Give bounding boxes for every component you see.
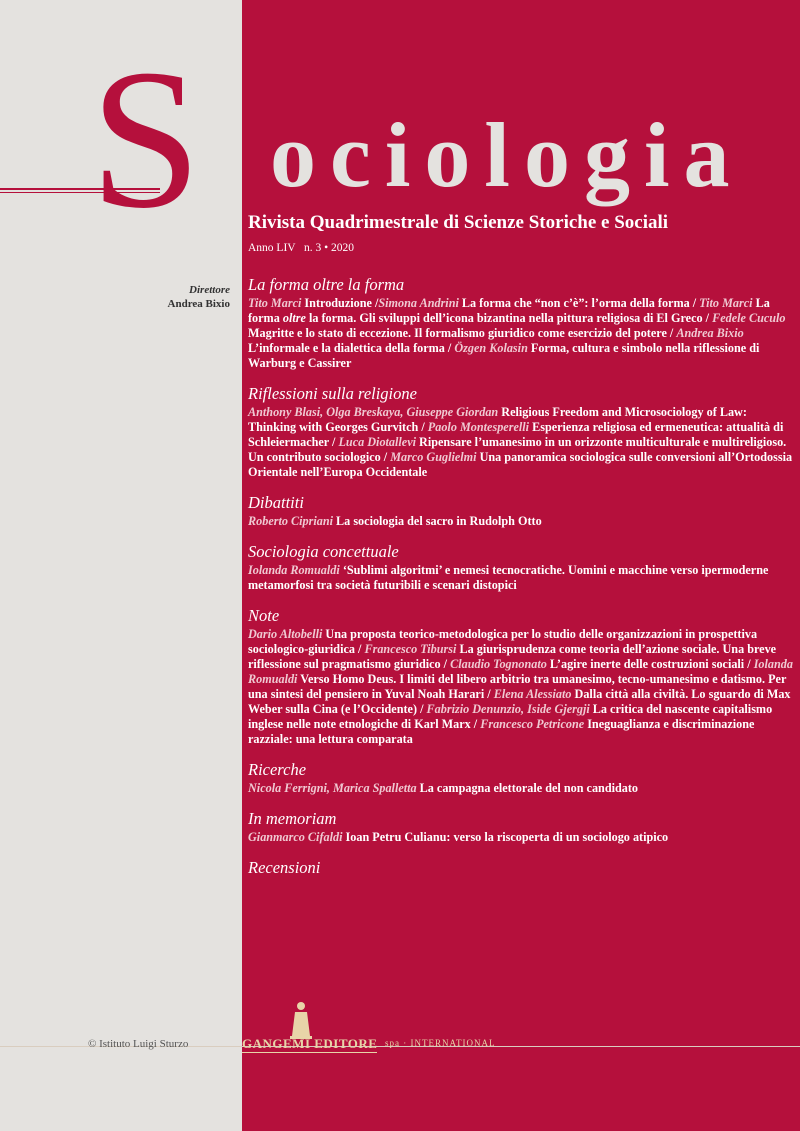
toc-section — [248, 606, 793, 747]
article-author: Francesco Tibursi — [364, 642, 457, 656]
toc-section — [248, 858, 793, 878]
article-author: Roberto Cipriani — [248, 514, 333, 528]
toc-section — [248, 275, 793, 371]
toc-section — [248, 542, 793, 593]
article-author: Dario Altobelli — [248, 627, 323, 641]
issue-info: Anno LIV n. 3 • 2020 — [248, 242, 355, 254]
article-author: Claudio Tognonato — [450, 657, 547, 671]
article-author: Elena Alessiato — [493, 687, 572, 701]
toc-section — [248, 493, 793, 529]
section-articles: Nicola Ferrigni, Marica Spalletta La campagna elettorale del non candidato — [248, 781, 639, 795]
director-role: Direttore — [189, 284, 230, 296]
article-author: Fedele Cuculo — [712, 311, 786, 325]
toc-section — [248, 384, 793, 480]
section-title: Note — [248, 606, 280, 625]
section-title: La forma oltre la forma — [248, 275, 405, 294]
director-block — [130, 283, 230, 311]
article-author: Tito Marci — [699, 296, 753, 310]
article-author: Marco Guglielmi — [390, 450, 477, 464]
section-articles: Dario Altobelli Una proposta teorico-metodologica per lo studio delle organizzazioni in prospettiva sociologico-giuridica / Francesco Tibursi La giurisprudenza come teoria dell’azione sociale. Una breve riflessione sul pragmatismo giuridico / Claudio Tognonato L’agire inerte delle costruzioni sociali / Iolanda Romualdi Verso Homo Deus. I limiti del libero arbitrio tra umanesimo, tecno-umanesimo e datismo. Per una sintesi del pensiero in Yuval Noah Harari / Elena Alessiato Dalla città alla civiltà. Lo sguardo di Max Weber sulla Cina (e l’Occidente) / Fabrizio Denunzio, Iside Gjergji La critica del nascente capitalismo inglese nelle note etnologiche di Karl Marx / Francesco Petricone Ineguaglianza e discriminazione razziale: una lettura comparata — [248, 627, 793, 746]
article-author: Andrea Bixio — [676, 326, 744, 340]
article-author: Fabrizio Denunzio, Iside Gjergji — [426, 702, 590, 716]
article-author: Francesco Petricone — [480, 717, 585, 731]
section-title: Ricerche — [248, 760, 307, 779]
masthead-title: ociologia — [270, 104, 744, 206]
section-articles: Anthony Blasi, Olga Breskaya, Giuseppe Giordan Religious Freedom and Microsociology of Law: Thinking with Georges Gurvitch / Paolo Montesperelli Esperienza religiosa ed ermeneutica: attualità di Schleiermacher / Luca Diotallevi Ripensare l’umanesimo in un orizzonte multiculturale e multireligioso. Un contributo sociologico / Marco Guglielmi Una panoramica sociologica sulle conversioni all’Ortodossia Orientale nell’Europa Occidentale — [248, 405, 793, 479]
article-author: Tito Marci — [248, 296, 302, 310]
article-author: Anthony Blasi, Olga Breskaya, Giuseppe Giordan — [248, 405, 499, 419]
section-title: Dibattiti — [248, 493, 304, 512]
publisher-logo-figure — [288, 1000, 314, 1040]
article-author: Luca Diotallevi — [338, 435, 416, 449]
article-author: Özgen Kolasin — [454, 341, 528, 355]
section-title: In memoriam — [248, 809, 337, 828]
section-articles: Gianmarco Cifaldi Ioan Petru Culianu: verso la riscoperta di un sociologo atipico — [248, 830, 669, 844]
section-articles: Roberto Cipriani La sociologia del sacro in Rudolph Otto — [248, 514, 542, 528]
article-author: Nicola Ferrigni, Marica Spalletta — [248, 781, 417, 795]
article-author: Paolo Montesperelli — [427, 420, 530, 434]
article-author: Iolanda Romualdi — [248, 657, 793, 686]
publisher-name: GANGEMI EDITORE — [242, 1036, 378, 1051]
article-author: Iolanda Romualdi — [248, 563, 340, 577]
section-title: Riflessioni sulla religione — [248, 384, 417, 403]
toc-section — [248, 809, 793, 845]
table-of-contents — [248, 275, 793, 891]
article-author: Gianmarco Cifaldi — [248, 830, 343, 844]
section-articles: Tito Marci Introduzione /Simona Andrini La forma che “non c’è”: l’orma della forma / Tito Marci La forma oltre la forma. Gli sviluppi dell’icona bizantina nella pittura religiosa di El Greco / Fedele Cuculo Magritte e lo stato di eccezione. Il formalismo giuridico come esercizio del potere / Andrea Bixio L’informale e la dialettica della forma / Özgen Kolasin Forma, cultura e simbolo nella riflessione di Warburg e Cassirer — [248, 296, 786, 370]
section-title: Sociologia concettuale — [248, 542, 399, 561]
copyright-text: © Istituto Luigi Sturzo — [88, 1038, 189, 1050]
masthead-initial: S — [90, 29, 200, 250]
publisher-tagline: spa · INTERNATIONAL — [385, 1038, 496, 1048]
director-name: Andrea Bixio — [167, 298, 230, 310]
article-author: Simona Andrini — [378, 296, 459, 310]
journal-subtitle: Rivista Quadrimestrale di Scienze Storiche e Sociali — [248, 212, 669, 233]
section-articles: Iolanda Romualdi ‘Sublimi algoritmi’ e nemesi tecnocratiche. Uomini e macchine verso ipermoderne metamorfosi tra società futuribili e scenari distopici — [248, 563, 769, 592]
toc-section — [248, 760, 793, 796]
section-title: Recensioni — [248, 858, 321, 877]
